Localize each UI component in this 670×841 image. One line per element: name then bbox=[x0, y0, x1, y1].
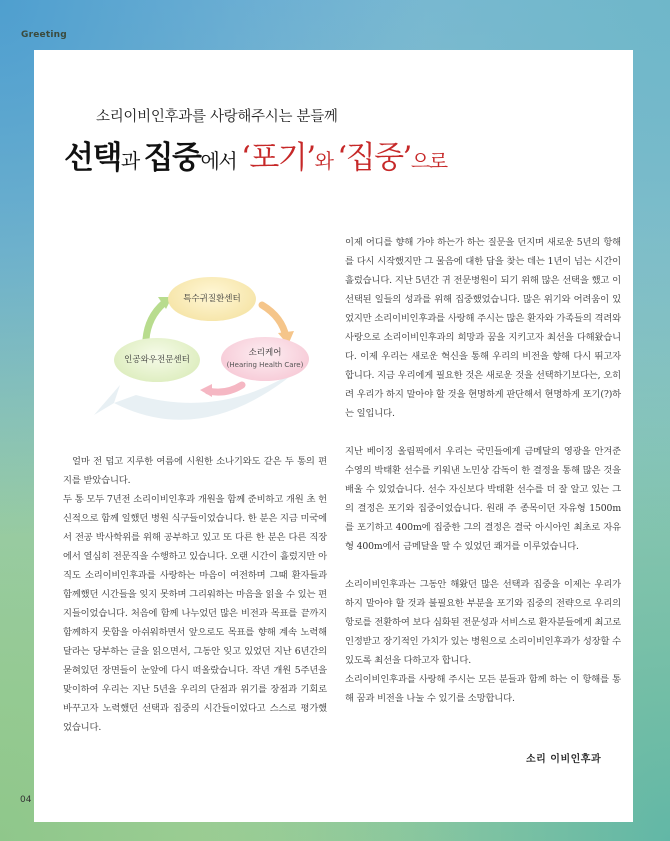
cycle-diagram bbox=[76, 245, 316, 425]
page-title bbox=[64, 132, 447, 177]
paragraph: 이제 어디를 향해 가야 하는가 하는 질문을 던지며 새로운 5년의 항해를 다시 시작했지만 그 물음에 대한 답을 찾는 데는 1년이 넘는 시간이 흘렀습니다. 지난 5년간 귀 전문병원이 되기 위해 많은 선택을 했고 이 선택된 일들의 성과를 위해 집중했었습니다. 많은 위기와 어려움이 있었지만 소리이비인후과를 사랑해 주시는 많은 환자와 가족들의 격려와 사랑으로 소리이비인후과의 희망과 꿈을 지키고자 최선을 다해왔습니다. 이제 우리는 새로운 혁신을 통해 우리의 비전을 향해 다시 뛰고자 합니다. 지금 우리에게 필요한 것은 새로운 것을 선택하기보다는, 오히려 우리가 하지 말아야 할 것을 현명하게 판단해서 현명하게 포기(?)하는 일입니다. bbox=[345, 237, 621, 419]
diagram-node-special-ear bbox=[168, 277, 256, 321]
node-label: 인공와우전문센터 bbox=[124, 355, 190, 365]
subtitle: 소리이비인후과를 사랑해주시는 분들께 bbox=[96, 109, 338, 125]
node-label: 소리케어 bbox=[248, 348, 282, 358]
arrow-right-down bbox=[262, 305, 286, 337]
diagram-node-sori-care bbox=[221, 337, 309, 381]
title-part: ‘포기’ bbox=[241, 140, 315, 176]
left-column bbox=[63, 452, 327, 737]
title-part: 에서 bbox=[200, 149, 241, 173]
title-part: ‘집중’ bbox=[337, 140, 411, 176]
node-label: 특수귀질환센터 bbox=[183, 294, 241, 304]
arrow-bottom-head bbox=[200, 384, 212, 397]
paragraph: 두 통 모두 7년전 소리이비인후과 개원을 함께 준비하고 개원 초 헌신적으로 함께 일했던 병원 식구들이었습니다. 한 분은 지금 미국에서 전공 박사학위를 위해 공부하고 있고 또 다른 한 분은 다른 직장에서 열심히 전문직을 수행하고 있습니다. 오랜 시간이 흘렀지만 아직도 소리이비인후과를 사랑하는 마음이 여전하며 그때 환자들과 함께했던 시간들을 잊지 못하며 그리워하는 마음을 읽을 수 있는 편지들이었습니다. 처음에 함께 나누었던 많은 비전과 목표를 끝까지 함께하지 못함을 아쉬워하면서 앞으로도 목표를 향해 계속 노력해 달라는 당부하는 글을 읽으면서, 그동안 잊고 있었던 지난 6년간의 묻혀있던 장면들이 눈앞에 다시 떠올랐습니다. 작년 개원 5주년을 맞이하여 우리는 지난 5년을 우리의 단점과 위기를 장점과 기회로 바꾸고자 노력했던 선택과 집중의 시간들이었다고 스스로 평가했었습니다. bbox=[63, 494, 327, 733]
signature: 소리 이비인후과 bbox=[526, 754, 602, 765]
swoosh-arrowhead bbox=[94, 385, 120, 415]
title-part: 와 bbox=[314, 149, 338, 173]
arrow-bottom bbox=[208, 385, 242, 392]
paragraph: 소리이비인후과는 그동안 해왔던 많은 선택과 집중을 이제는 우리가 하지 말아야 할 것과 불필요한 부분을 포기와 집중의 전략으로 우리의 항로를 전환하여 보다 심화된 전문성과 서비스로 환자분들에게 최고로 인정받고 장기적인 가치가 있는 병원으로 소리이비인후과가 성장할 수 있도록 최선을 다하고자 합니다. bbox=[345, 579, 621, 666]
paragraph: 소리이비인후과를 사랑해 주시는 모든 분들과 함께 하는 이 항해를 통해 꿈과 비전을 나눌 수 있기를 소망합니다. bbox=[345, 674, 621, 704]
diagram-node-cochlear bbox=[114, 338, 200, 382]
cycle-arrows bbox=[76, 245, 316, 425]
title-part: 으로 bbox=[410, 149, 447, 173]
arrow-left-up bbox=[146, 303, 164, 339]
node-sublabel: (Hearing Health Care) bbox=[226, 361, 304, 369]
section-label: Greeting bbox=[21, 30, 67, 40]
paragraph: 얼마 전 덥고 지루한 여름에 시원한 소나기와도 같은 두 통의 편지를 받았습니다. bbox=[63, 456, 327, 486]
right-column bbox=[345, 233, 621, 708]
title-part: 집중 bbox=[143, 140, 201, 176]
paragraph: 지난 베이징 올림픽에서 우리는 국민들에게 금메달의 영광을 안겨준 수영의 박태환 선수를 키워낸 노민상 감독이 한 결정을 통해 많은 것을 배울 수 있었습니다. 선수 자신보다 박태환 선수를 더 잘 알고 있는 그의 결정은 포기와 집중이었습니다. 원래 주 종목이던 자유형 1500m를 포기하고 400m에 집중한 그의 결정은 결국 아시아인 최초로 자유형 400m에서 금메달을 딸 수 있었던 쾌거를 이루었습니다. bbox=[345, 446, 621, 552]
title-part: 선택 bbox=[64, 140, 121, 176]
page-number: 04 bbox=[20, 795, 32, 805]
title-part: 과 bbox=[120, 149, 144, 173]
